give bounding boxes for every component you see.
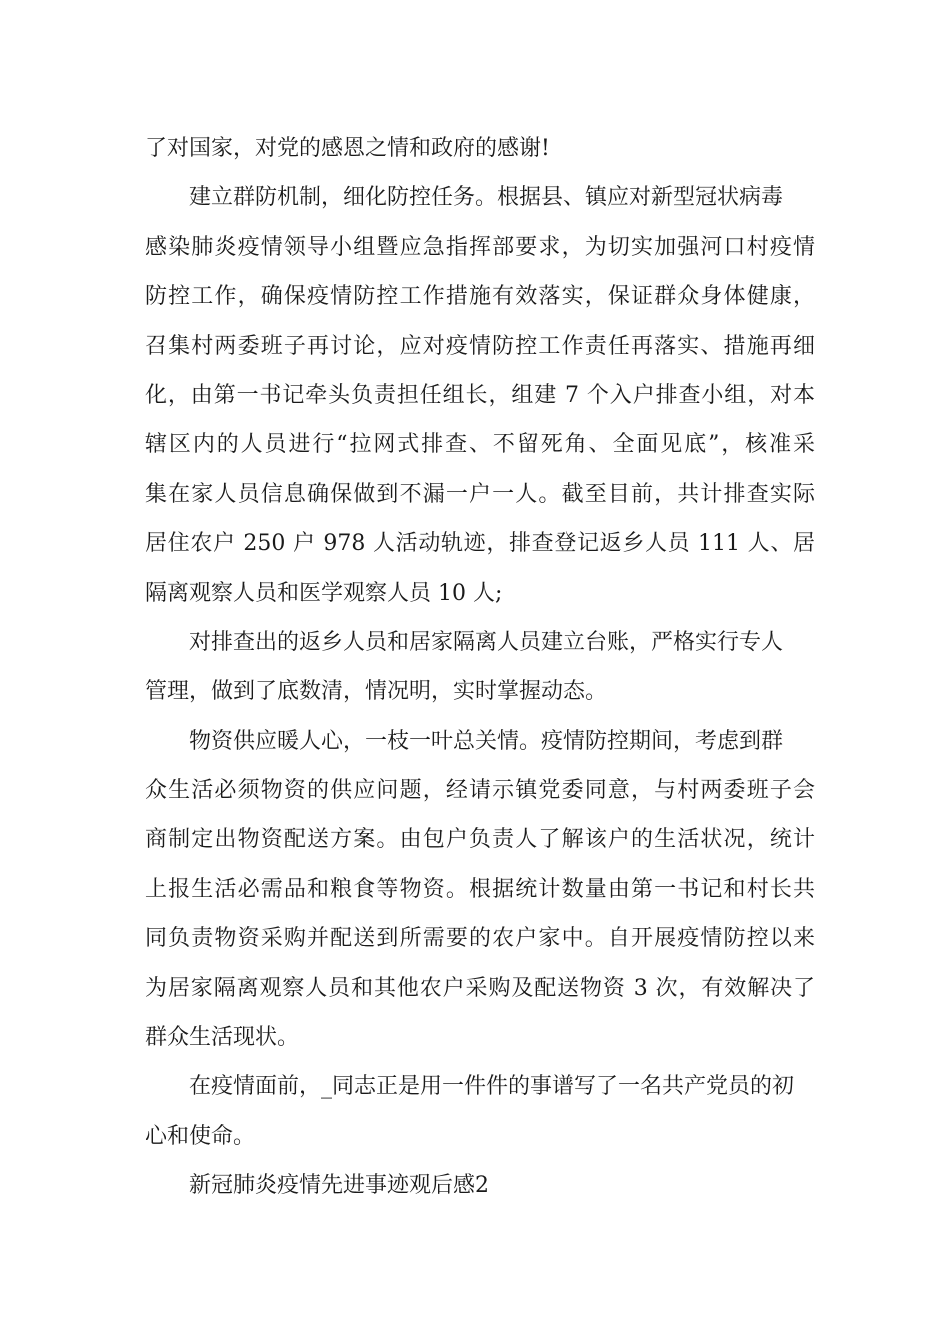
- text-line: 为居家隔离观察人员和其他农户采购及配送物资 3 次，有效解决了: [145, 975, 815, 1001]
- document-body: [145, 124, 815, 1211]
- text-line: 上报生活必需品和粮食等物资。根据统计数量由第一书记和村长共: [145, 876, 815, 902]
- text-line: 群众生活现状。: [145, 1025, 300, 1051]
- text-line: 物资供应暖人心，一枝一叶总关情。疫情防控期间，考虑到群: [189, 728, 784, 754]
- text-line: 召集村两委班子再讨论，应对疫情防控工作责任再落实、措施再细: [145, 333, 815, 359]
- text-line: 辖区内的人员进行“拉网式排查、不留死角、全面见底”，核准采: [145, 432, 815, 458]
- text-line: 同负责物资采购并配送到所需要的农户家中。自开展疫情防控以来: [145, 926, 815, 952]
- text-line: 心和使命。: [145, 1123, 256, 1149]
- text-line: 众生活必须物资的供应问题，经请示镇党委同意，与村两委班子会: [145, 778, 815, 804]
- text-line: 建立群防机制，细化防控任务。根据县、镇应对新型冠状病毒: [189, 185, 784, 211]
- text-line: 了对国家，对党的感恩之情和政府的感谢!: [145, 136, 550, 161]
- text-line: 管理，做到了底数清，情况明，实时掌握动态。: [145, 679, 608, 705]
- text-line: 感染肺炎疫情领导小组暨应急指挥部要求，为切实加强河口村疫情: [145, 234, 815, 260]
- text-line: 集在家人员信息确保做到不漏一户一人。截至目前，共计排查实际: [145, 481, 815, 507]
- text-line: 居住农户 250 户 978 人活动轨迹，排查登记返乡人员 111 人、居: [145, 531, 815, 557]
- text-line: 化，由第一书记牵头负责担任组长，组建 7 个入户排查小组，对本: [145, 382, 815, 408]
- text-line: 在疫情面前，_同志正是用一件件的事谱写了一名共产党员的初: [189, 1074, 795, 1100]
- text-line: 隔离观察人员和医学观察人员 10 人;: [145, 580, 503, 606]
- text-line: 防控工作，确保疫情防控工作措施有效落实，保证群众身体健康，: [145, 284, 815, 310]
- text-line: 商制定出物资配送方案。由包户负责人了解该户的生活状况，统计: [145, 827, 815, 853]
- text-line: 对排查出的返乡人员和居家隔离人员建立台账，严格实行专人: [189, 629, 784, 655]
- section-heading: 新冠肺炎疫情先进事迹观后感2: [189, 1173, 489, 1199]
